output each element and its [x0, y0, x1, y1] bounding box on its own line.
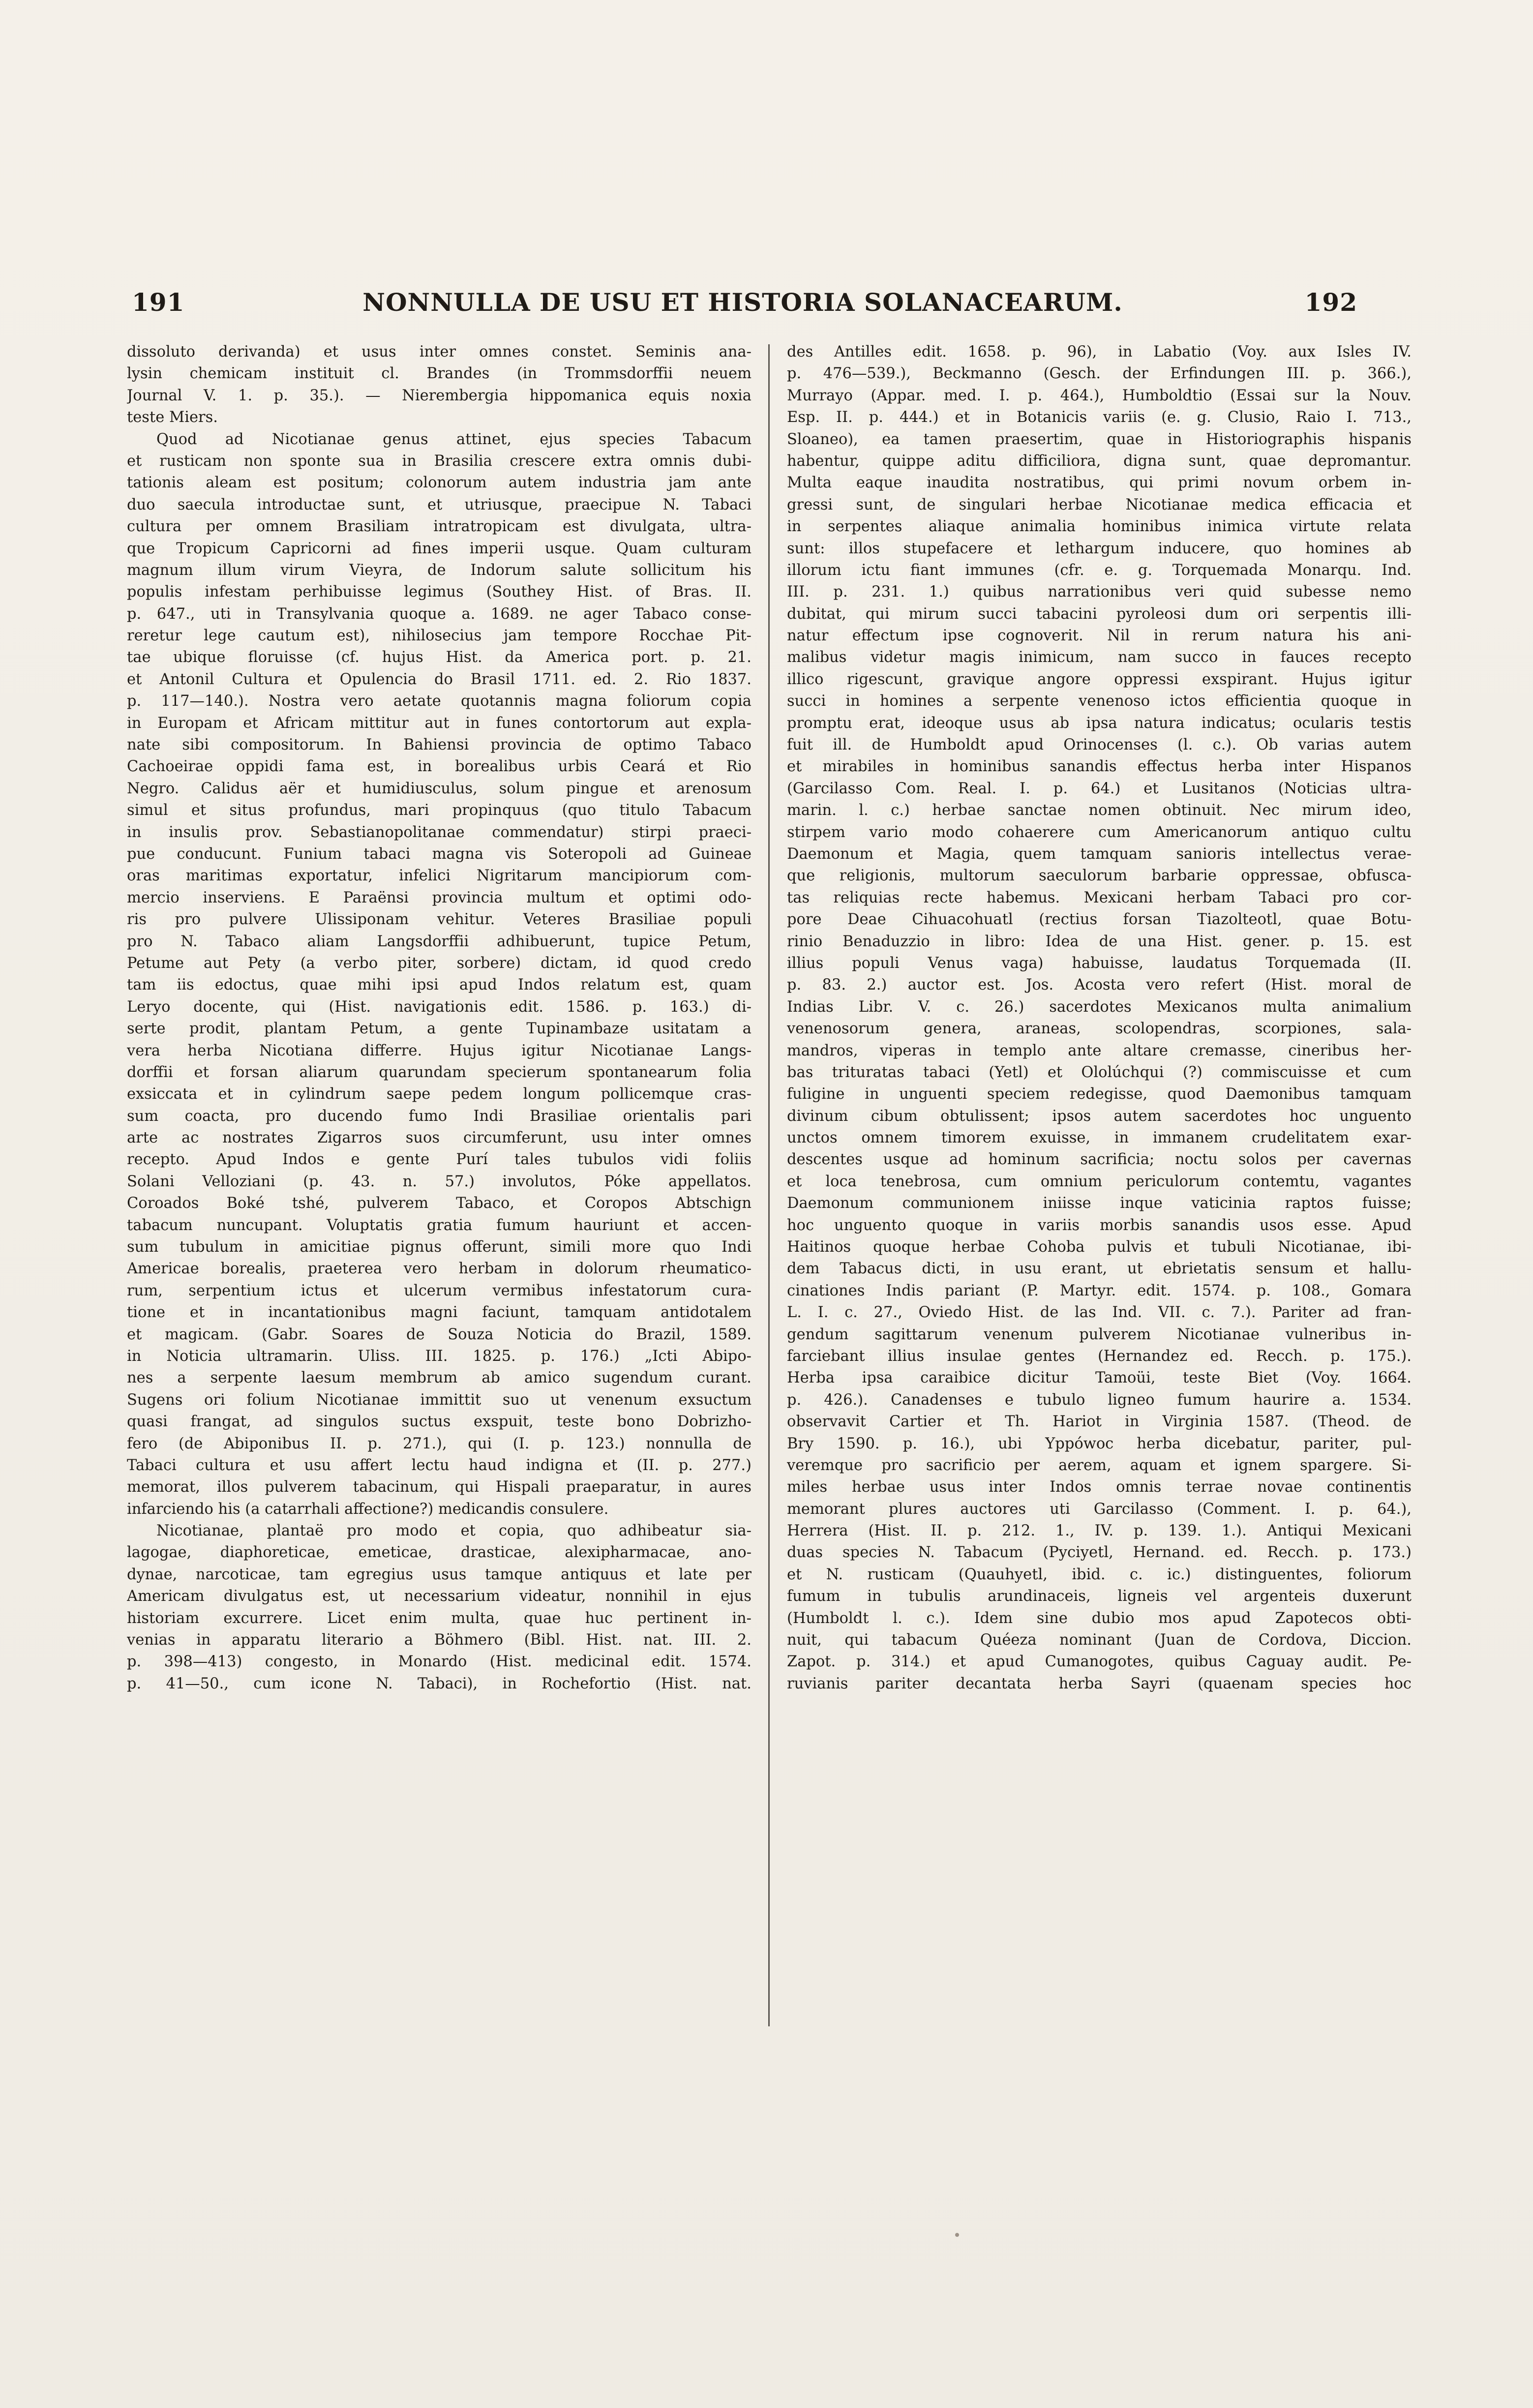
text-line: que Tropicum Capricorni ad fines imperii usque. Quam culturam: [127, 540, 751, 557]
page-number-left: 191: [132, 288, 185, 317]
page-number-right: 192: [1304, 288, 1357, 317]
text-line: lagogae, diaphoreticae, emeticae, drasticae, alexipharmacae, ano-: [127, 1544, 751, 1562]
text-line: dubitat, qui mirum succi tabacini pyroleosi dum ori serpentis illi-: [787, 605, 1412, 623]
text-line: reretur lege cautum est), nihilosecius jam tempore Rocchae Pit-: [127, 627, 751, 645]
text-line: Coroados Boké tshé, pulverem Tabaco, et Coropos Abtschign: [127, 1195, 751, 1212]
text-line: simul et situs profundus, mari propinquus (quo titulo Tabacum: [127, 802, 751, 819]
text-line: Petume aut Pety (a verbo piter, sorbere) dictam, id quod credo: [127, 954, 751, 972]
text-line: cultura per omnem Brasiliam intratropicam est divulgata, ultra-: [127, 518, 751, 536]
text-line: fero (de Abiponibus II. p. 271.), qui (I. p. 123.) nonnulla de: [127, 1435, 751, 1452]
text-line: in Noticia ultramarin. Uliss. III. 1825. p. 176.) „Icti Abipo-: [127, 1347, 751, 1365]
text-line: p. 83. 2.) auctor est. Jos. Acosta vero refert (Hist. moral de: [787, 976, 1412, 994]
text-line: Daemonum communionem iniisse inque vaticinia raptos fuisse;: [787, 1195, 1412, 1212]
text-line: arte ac nostrates Zigarros suos circumferunt, usu inter omnes: [127, 1129, 751, 1147]
text-line: venias in apparatu literario a Böhmero (Bibl. Hist. nat. III. 2.: [127, 1631, 751, 1649]
text-line: Herrera (Hist. II. p. 212. 1., IV. p. 139. 1.). Antiqui Mexicani: [787, 1522, 1412, 1540]
text-line: nes a serpente laesum membrum ab amico sugendum curant.: [127, 1369, 751, 1387]
text-line: duas species N. Tabacum (Pyciyetl, Hernand. ed. Recch. p. 173.): [787, 1544, 1412, 1562]
text-line: in serpentes aliaque animalia hominibus inimica virtute relata: [787, 518, 1412, 536]
column-divider: [768, 344, 770, 2026]
text-line: exsiccata et in cylindrum saepe pedem longum pollicemque cras-: [127, 1085, 751, 1103]
text-line: magnum illum virum Vieyra, de Indorum salute sollicitum his: [127, 561, 751, 579]
text-line: Americae borealis, praeterea vero herbam in dolorum rheumatico-: [127, 1260, 751, 1278]
text-line: Murrayo (Appar. med. I. p. 464.), Humboldtio (Essai sur la Nouv.: [787, 387, 1412, 404]
text-line: succi in homines a serpente venenoso ictos efficientia quoque in: [787, 692, 1412, 710]
text-line: farciebant illius insulae gentes (Hernandez ed. Recch. p. 175.).: [787, 1347, 1412, 1365]
text-line: Solani Velloziani (p. 43. n. 57.) involutos, Póke appellatos.: [127, 1173, 751, 1190]
text-line: Quod ad Nicotianae genus attinet, ejus species Tabacum: [156, 430, 751, 448]
text-line: infarciendo his (a catarrhali affectione?) medicandis consulere.: [127, 1500, 609, 1518]
text-line: promptu erat, ideoque usus ab ipsa natura indicatus; ocularis testis: [787, 714, 1412, 732]
text-line: habentur, quippe aditu difficiliora, digna sunt, quae depromantur.: [787, 452, 1412, 470]
text-line: Esp. II. p. 444.) et in Botanicis variis (e. g. Clusio, Raio I. 713.,: [787, 409, 1412, 426]
text-line: p. 647., uti in Transylvania quoque a. 1689. ne ager Tabaco conse-: [127, 605, 751, 623]
text-line: que religionis, multorum saeculorum barbarie oppressae, obfusca-: [787, 867, 1412, 885]
text-line: Cachoeirae oppidi fama est, in borealibus urbis Ceará et Rio: [127, 758, 751, 776]
text-line: historiam excurrere. Licet enim multa, quae huc pertinent in-: [127, 1609, 751, 1627]
text-line: ruvianis pariter decantata herba Sayri (quaenam species hoc: [787, 1675, 1412, 1692]
text-line: p. 117—140.). Nostra vero aetate quotannis magna foliorum copia: [127, 692, 751, 710]
text-line: p. 476—539.), Beckmanno (Gesch. der Erfindungen III. p. 366.),: [787, 365, 1412, 383]
text-line: stirpem vario modo cohaerere cum Americanorum antiquo cultu: [787, 823, 1412, 841]
text-line: oras maritimas exportatur, infelici Nigritarum mancipiorum com-: [127, 867, 751, 885]
text-line: p. 398—413) congesto, in Monardo (Hist. medicinal edit. 1574.: [127, 1653, 751, 1671]
text-line: Journal V. 1. p. 35.). — Nierembergia hippomanica equis noxia: [127, 387, 751, 404]
text-line: illorum ictu fiant immunes (cfr. e. g. Torquemada Monarqu. Ind.: [787, 561, 1412, 579]
text-line: tione et in incantationibus magni faciunt, tamquam antidotalem: [127, 1304, 751, 1322]
text-line: Herba ipsa caraibice dicitur Tamoüi, teste Biet (Voy. 1664.: [787, 1369, 1412, 1387]
text-line: Multa eaque inaudita nostratibus, qui primi novum orbem in-: [787, 474, 1412, 492]
text-line: Nicotianae, plantaë pro modo et copia, quo adhibeatur sia-: [156, 1522, 751, 1540]
text-line: serte prodit, plantam Petum, a gente Tupinambaze usitatam a: [127, 1020, 751, 1038]
text-line: ris pro pulvere Ulissiponam vehitur. Veteres Brasiliae populi: [127, 911, 751, 929]
text-line: malibus videtur magis inimicum, nam succo in fauces recepto: [787, 649, 1412, 666]
text-line: gressi sunt, de singulari herbae Nicotianae medica efficacia et: [787, 496, 1412, 513]
text-line: L. I. c. 27., Oviedo Hist. de las Ind. VII. c. 7.). Pariter ad fran-: [787, 1304, 1412, 1322]
text-line: dissoluto derivanda) et usus inter omnes constet. Seminis ana-: [127, 343, 751, 361]
text-line: dem Tabacus dicti, in usu erant, ut ebrietatis sensum et hallu-: [787, 1260, 1412, 1278]
text-line: venenosorum genera, araneas, scolopendras, scorpiones, sala-: [787, 1020, 1412, 1038]
text-line: Indias Libr. V. c. 26.) sacerdotes Mexicanos multa animalium: [787, 998, 1412, 1016]
text-line: teste Miers.: [127, 409, 218, 426]
text-line: et mirabiles in hominibus sanandis effectus herba inter Hispanos: [787, 758, 1412, 776]
text-line: tabacum nuncupant. Voluptatis gratia fumum hauriunt et accen-: [127, 1216, 751, 1234]
text-line: nate sibi compositorum. In Bahiensi provincia de optimo Tabaco: [127, 736, 751, 754]
text-line: tam iis edoctus, quae mihi ipsi apud Indos relatum est, quam: [127, 976, 751, 994]
text-line: dynae, narcoticae, tam egregius usus tamque antiquus et late per: [127, 1565, 751, 1583]
text-line: pro N. Tabaco aliam Langsdorffii adhibuerunt, tupice Petum,: [127, 933, 751, 950]
paper-speck: [955, 2233, 959, 2237]
text-line: cinationes Indis pariant (P. Martyr. edit. 1574. p. 108., Gomara: [787, 1282, 1412, 1299]
text-line: rinio Benaduzzio in libro: Idea de una Hist. gener. p. 15. est: [787, 933, 1412, 950]
text-line: marin. l. c.) herbae sanctae nomen obtinuit. Nec mirum ideo,: [787, 802, 1412, 819]
text-line: miles herbae usus inter Indos omnis terrae novae continentis: [787, 1478, 1412, 1496]
text-line: rum, serpentium ictus et ulcerum vermibus infestatorum cura-: [127, 1282, 751, 1299]
text-line: Sugens ori folium Nicotianae immittit suo ut venenum exsuctum: [127, 1391, 751, 1409]
text-line: tas reliquias recte habemus. Mexicani herbam Tabaci pro cor-: [787, 889, 1412, 906]
text-line: fuit ill. de Humboldt apud Orinocenses (l. c.). Ob varias autem: [787, 736, 1412, 754]
text-line: illico rigescunt, gravique angore oppressi exspirant. Hujus igitur: [787, 670, 1412, 688]
text-line: divinum cibum obtulissent; ipsos autem sacerdotes hoc unguento: [787, 1107, 1412, 1125]
text-line: fuligine in unguenti speciem redegisse, quod Daemonibus tamquam: [787, 1085, 1412, 1103]
text-line: memorat, illos pulverem tabacinum, qui Hispali praeparatur, in aures: [127, 1478, 751, 1496]
text-line: in insulis prov. Sebastianopolitanae commendatur) stirpi praeci-: [127, 823, 751, 841]
text-line: Sloaneo), ea tamen praesertim, quae in Historiographis hispanis: [787, 430, 1412, 448]
text-line: et rusticam non sponte sua in Brasilia crescere extra omnis dubi-: [127, 452, 751, 470]
text-line: III. p. 231. 1.) quibus narrationibus veri quid subesse nemo: [787, 583, 1412, 601]
text-line: Tabaci cultura et usu affert lectu haud indigna et (II. p. 277.): [127, 1456, 751, 1474]
text-line: p. 41—50., cum icone N. Tabaci), in Rochefortio (Hist. nat.: [127, 1675, 751, 1692]
text-line: mandros, viperas in templo ante altare cremasse, cineribus her-: [787, 1042, 1412, 1059]
text-line: (Humboldt l. c.). Idem sine dubio mos apud Zapotecos obti-: [787, 1609, 1412, 1627]
text-line: Bry 1590. p. 16.), ubi Yppówoc herba dicebatur, pariter, pul-: [787, 1435, 1412, 1452]
left-text-column: [127, 341, 751, 2048]
text-line: des Antilles edit. 1658. p. 96), in Labatio (Voy. aux Isles IV.: [787, 343, 1412, 361]
text-line: descentes usque ad hominum sacrificia; noctu solos per cavernas: [787, 1151, 1412, 1169]
text-line: illius populi Venus vaga) habuisse, laudatus Torquemada (II.: [787, 954, 1412, 972]
text-line: nuit, qui tabacum Quéeza nominant (Juan de Cordova, Diccion.: [787, 1631, 1412, 1649]
running-title: NONNULLA DE USU ET HISTORIA SOLANACEARUM.: [362, 288, 1123, 317]
text-line: sunt: illos stupefacere et lethargum inducere, quo homines ab: [787, 540, 1412, 557]
text-line: mercio inserviens. E Paraënsi provincia multum et optimi odo-: [127, 889, 751, 906]
text-line: tae ubique floruisse (cf. hujus Hist. da America port. p. 21.: [127, 649, 751, 666]
text-line: Haitinos quoque herbae Cohoba pulvis et tubuli Nicotianae, ibi-: [787, 1238, 1412, 1256]
text-line: observavit Cartier et Th. Hariot in Virginia 1587. (Theod. de: [787, 1413, 1412, 1431]
text-line: sum coacta, pro ducendo fumo Indi Brasiliae orientalis pari: [127, 1107, 751, 1125]
text-line: Americam divulgatus est, ut necessarium videatur, nonnihil in ejus: [127, 1588, 751, 1605]
text-line: Leryo docente, qui (Hist. navigationis edit. 1586. p. 163.) di-: [127, 998, 751, 1016]
text-line: pue conducunt. Funium tabaci magna vis Soteropoli ad Guineae: [127, 845, 751, 863]
text-line: tationis aleam est positum; colonorum autem industria jam ante: [127, 474, 751, 492]
text-line: recepto. Apud Indos e gente Purí tales tubulos vidi foliis: [127, 1151, 751, 1169]
text-line: et N. rusticam (Quauhyetl, ibid. c. ic.) distinguentes, foliorum: [787, 1565, 1412, 1583]
text-line: dorffii et forsan aliarum quarundam specierum spontanearum folia: [127, 1063, 751, 1081]
text-line: et magicam. (Gabr. Soares de Souza Noticia do Brazil, 1589.: [127, 1325, 751, 1343]
text-line: bas trituratas tabaci (Yetl) et Ololúchqui (?) commiscuisse et cum: [787, 1063, 1412, 1081]
text-line: pore Deae Cihuacohuatl (rectius forsan Tiazolteotl, quae Botu-: [787, 911, 1412, 929]
text-line: natur effectum ipse cognoverit. Nil in rerum natura his ani-: [787, 627, 1412, 645]
text-line: Zapot. p. 314.) et apud Cumanogotes, quibus Caguay audit. Pe-: [787, 1653, 1412, 1671]
text-line: (Garcilasso Com. Real. I. p. 64.) et Lusitanos (Noticias ultra-: [787, 780, 1412, 797]
text-line: in Europam et Africam mittitur aut in funes contortorum aut expla-: [127, 714, 751, 732]
text-line: lysin chemicam instituit cl. Brandes (in Trommsdorffii neuem: [127, 365, 751, 383]
text-line: populis infestam perhibuisse legimus (Southey Hist. of Bras. II.: [127, 583, 751, 601]
text-line: fumum in tubulis arundinaceis, ligneis vel argenteis duxerunt: [787, 1588, 1412, 1605]
page-header: [123, 288, 1362, 327]
text-line: duo saecula introductae sunt, et utriusque, praecipue N. Tabaci: [127, 496, 751, 513]
text-line: vera herba Nicotiana differre. Hujus igitur Nicotianae Langs-: [127, 1042, 751, 1059]
text-line: gendum sagittarum venenum pulverem Nicotianae vulneribus in-: [787, 1325, 1412, 1343]
text-line: Negro. Calidus aër et humidiusculus, solum pingue et arenosum: [127, 780, 751, 797]
text-line: et Antonil Cultura et Opulencia do Brasil 1711. ed. 2. Rio 1837.: [127, 670, 751, 688]
right-text-column: [787, 341, 1412, 2048]
text-line: et loca tenebrosa, cum omnium periculorum contemtu, vagantes: [787, 1173, 1412, 1190]
text-line: veremque pro sacrificio per aerem, aquam et ignem spargere. Si-: [787, 1456, 1412, 1474]
text-line: p. 426.). Canadenses e tubulo ligneo fumum haurire a. 1534.: [787, 1391, 1412, 1409]
text-line: hoc unguento quoque in variis morbis sanandis usos esse. Apud: [787, 1216, 1412, 1234]
text-line: memorant plures auctores uti Garcilasso (Comment. I. p. 64.),: [787, 1500, 1412, 1518]
text-line: sum tubulum in amicitiae pignus offerunt, simili more quo Indi: [127, 1238, 751, 1256]
text-line: Daemonum et Magia, quem tamquam sanioris intellectus verae-: [787, 845, 1412, 863]
text-line: quasi frangat, ad singulos suctus exspuit, teste bono Dobrizho-: [127, 1413, 751, 1431]
text-line: unctos omnem timorem exuisse, in immanem crudelitatem exar-: [787, 1129, 1412, 1147]
